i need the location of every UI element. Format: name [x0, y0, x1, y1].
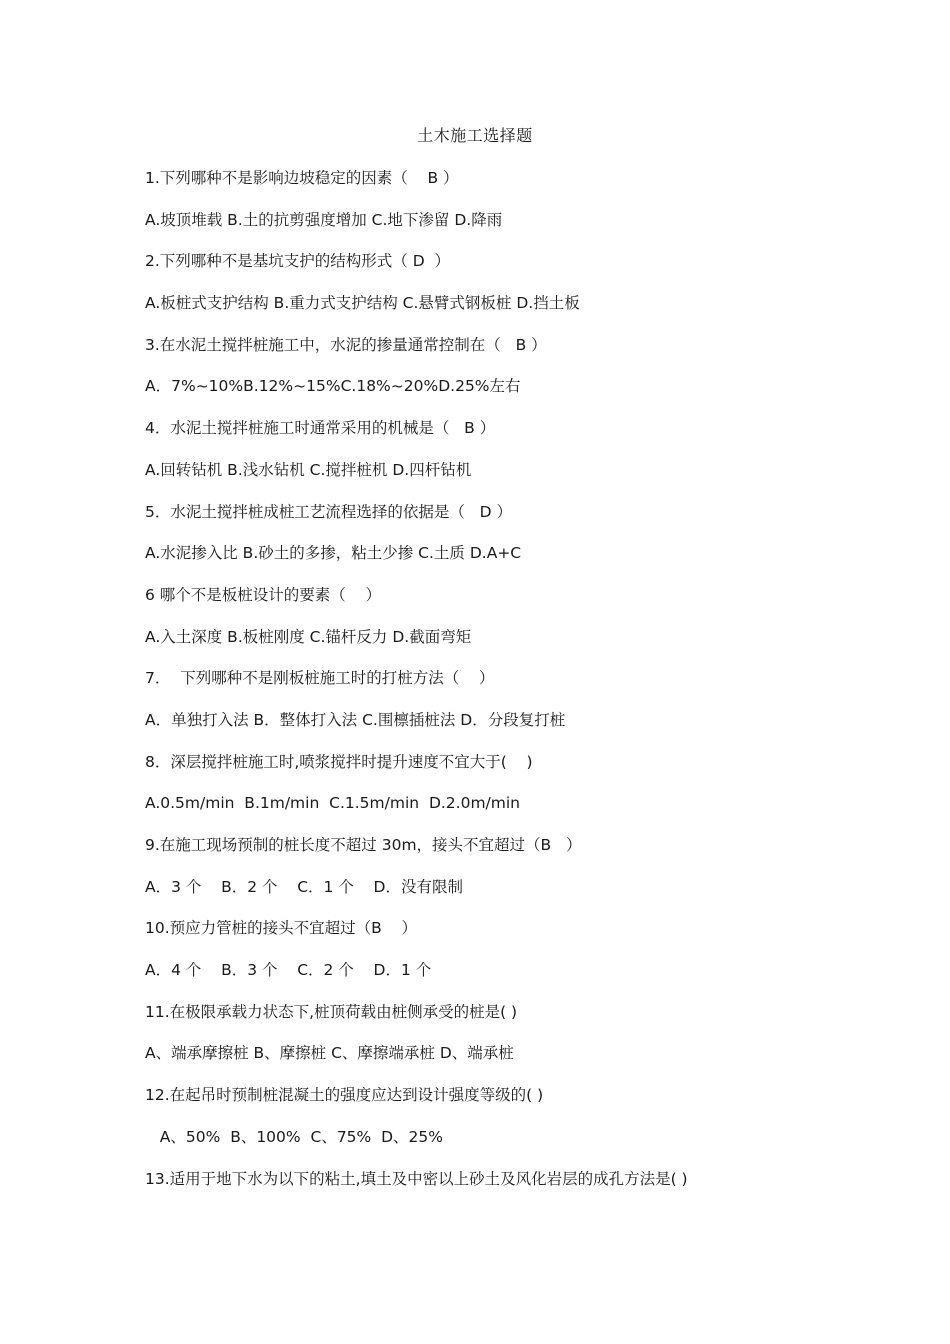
question-8-stem: 8．深层搅拌桩施工时,喷浆搅拌时提升速度不宜大于( ): [145, 752, 533, 771]
question-6-options: A.入土深度 B.板桩刚度 C.锚杆反力 D.截面弯矩: [145, 627, 472, 646]
question-2-stem: 2.下列哪种不是基坑支护的结构形式（ D ）: [145, 252, 451, 271]
question-2-options: A.板桩式支护结构 B.重力式支护结构 C.悬臂式钢板桩 D.挡土板: [145, 294, 580, 313]
question-9-options: A．3 个 B．2 个 C．1 个 D．没有限制: [145, 877, 463, 896]
question-12-options: A、50% B、100% C、75% D、25%: [145, 1127, 444, 1146]
question-11-stem: 11.在极限承载力状态下,桩顶荷载由桩侧承受的桩是( ): [145, 1002, 518, 1021]
question-10-stem: 10.预应力管桩的接头不宜超过（B ）: [145, 919, 417, 938]
question-3-options: A．7%~10%B.12%~15%C.18%~20%D.25%左右: [145, 377, 521, 396]
question-1-stem: 1.下列哪种不是影响边坡稳定的因素（ B ）: [145, 169, 459, 187]
question-7-stem: 7． 下列哪种不是刚板桩施工时的打桩方法（ ）: [145, 669, 495, 688]
question-7-options: A．单独打入法 B．整体打入法 C.围檩插桩法 D．分段复打桩: [145, 710, 566, 729]
question-11-options: A、端承摩擦桩 B、摩擦桩 C、摩擦端承桩 D、端承桩: [145, 1044, 514, 1063]
question-12-stem: 12.在起吊时预制桩混凝土的强度应达到设计强度等级的( ): [145, 1086, 544, 1105]
question-5-options: A.水泥掺入比 B.砂土的多掺，粘土少掺 C.土质 D.A+C: [145, 544, 522, 563]
question-13-stem: 13.适用于地下水为以下的粘土,填土及中密以上砂土及风化岩层的成孔方法是( ): [145, 1169, 688, 1188]
question-10-options: A．4 个 B．3 个 C．2 个 D．1 个: [145, 961, 432, 980]
question-list: [145, 168, 905, 1210]
question-4-options: A.回转钻机 B.浅水钻机 C.搅拌桩机 D.四杆钻机: [145, 460, 472, 479]
question-9-stem: 9.在施工现场预制的桩长度不超过 30m，接头不宜超过（B ）: [145, 836, 582, 854]
question-6-stem: 6 哪个不是板桩设计的要素（ ）: [145, 585, 381, 604]
question-5-stem: 5．水泥土搅拌桩成桩工艺流程选择的依据是（ D ）: [145, 502, 513, 521]
question-4-stem: 4．水泥土搅拌桩施工时通常采用的机械是（ B ）: [145, 419, 496, 438]
document-title: 土木施工选择题: [417, 126, 533, 145]
question-8-options: A.0.5m/min B.1m/min C.1.5m/min D.2.0m/min: [145, 794, 521, 813]
question-3-stem: 3.在水泥土搅拌桩施工中，水泥的掺量通常控制在（ B ）: [145, 335, 547, 354]
question-1-options: A.坡顶堆载 B.土的抗剪强度增加 C.地下渗留 D.降雨: [145, 210, 503, 229]
